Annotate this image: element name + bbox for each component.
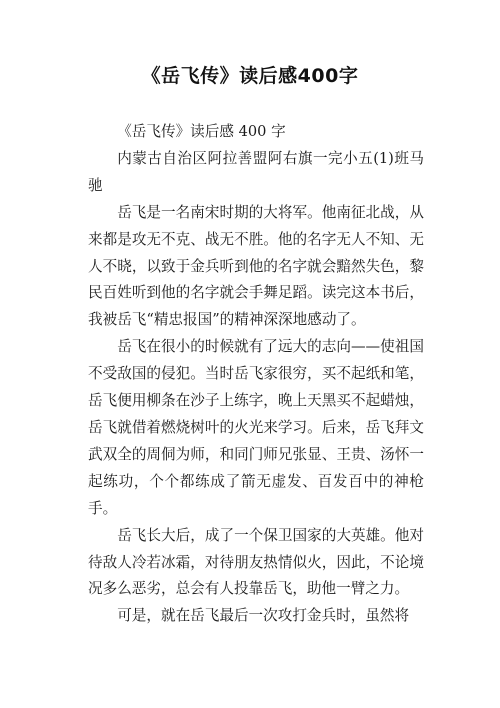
- paragraph-author: 内蒙古自治区阿拉善盟阿右旗一完小五(1)班马驰: [88, 149, 424, 194]
- paragraph: 可是，就在岳飞最后一次攻打金兵时，虽然将: [117, 607, 410, 625]
- paragraph: 岳飞长大后，成了一个保卫国家的大英雄。他对待敌人冷若冰霜，对待朋友热情似火，因此，不论境况多么恶劣，总会有人投靠岳飞，助他一臂之力。: [88, 526, 424, 598]
- paragraph-subtitle: 《岳飞传》读后感 400 字: [117, 123, 286, 140]
- paragraph: 岳飞在很小的时候就有了远大的志向——使祖国不受敌国的侵犯。当时岳飞家很穷，买不起纸和笔，岳飞便用柳条在沙子上练字，晚上天黑买不起蜡烛，岳飞就借着燃烧树叶的火光来学习。后来，岳飞拜文武双全的周侗为师，和同门师兄张显、王贵、汤怀一起练功，个个都练成了箭无虚发、百发百中的神枪手。: [88, 338, 424, 517]
- document-body: [88, 119, 424, 630]
- paragraph: 岳飞是一名南宋时期的大将军。他南征北战，从来都是攻无不克、战无不胜。他的名字无人不知、无人不晓，以致于金兵听到他的名字就会黯然失色，黎民百姓听到他的名字就会手舞足蹈。读完这本书后，我被岳飞“精忠报国”的精神深深地感动了。: [88, 203, 424, 329]
- document-title: 《岳飞传》读后感400字: [141, 65, 359, 87]
